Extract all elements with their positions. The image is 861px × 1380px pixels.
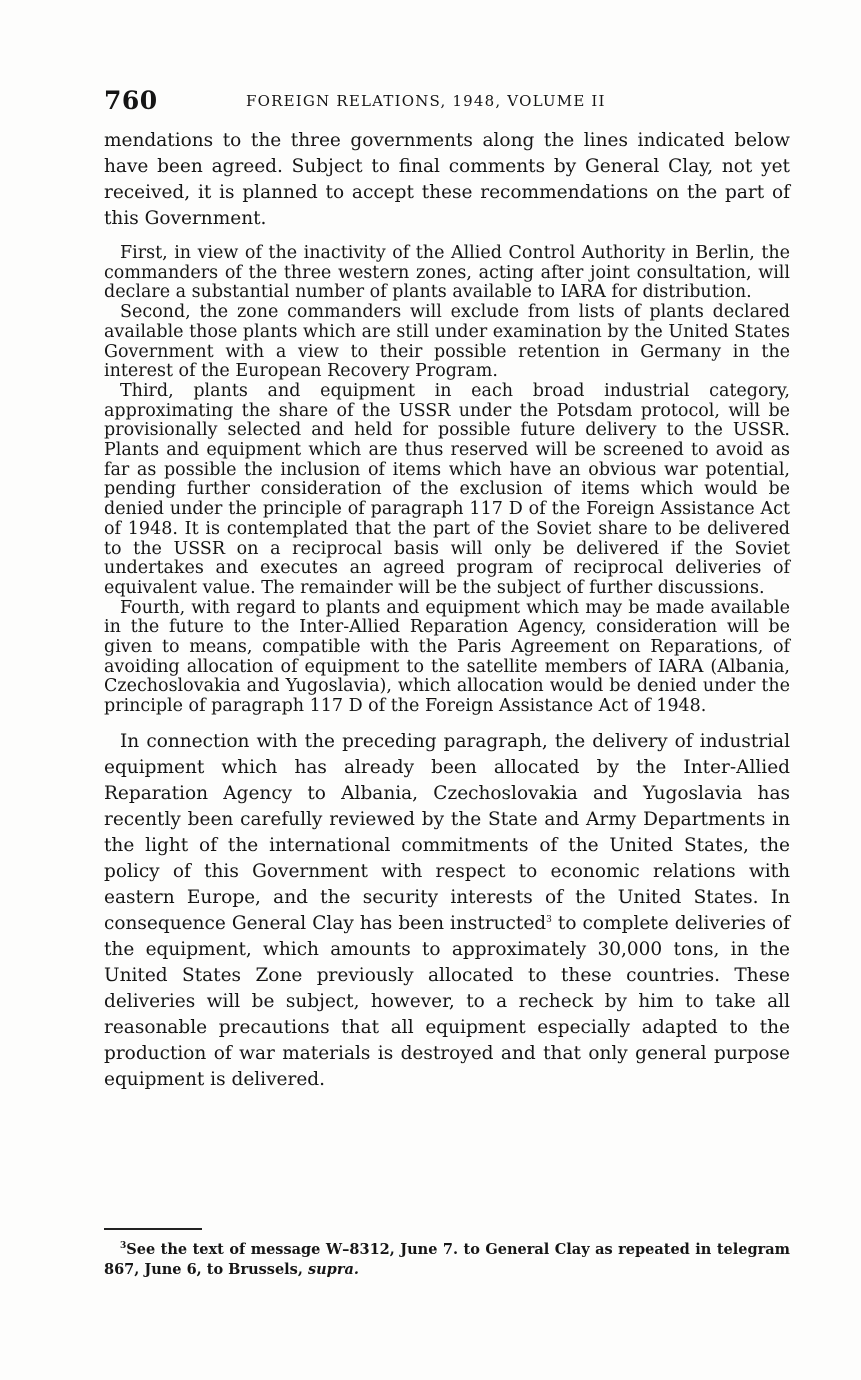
recommendation-third: Third, plants and equipment in each broad industrial category, approximating the share of the USSR under the Potsdam protocol, will be provisionally selected and held for possible future delivery to the USSR. Plants and equipment which are thus reserved will be screened to avoid as far as possible the inclusion of items which have an obvious war potential, pending further consideration of the exclusion of items which would be denied under the principle of paragraph 117 D of the Foreign Assistance Act of 1948. It is contemplated that the part of the Soviet share to be delivered to the USSR on a reciprocal basis will only be delivered if the Soviet undertakes and executes an agreed program of reciprocal deliveries of equivalent value. The remainder will be the subject of further discussions. [104,380,790,598]
recommendation-second: Second, the zone commanders will exclude from lists of plants declared available those plants which are still under examination by the United States Government with a view to their possible retention in Germany in the interest of the European Recovery Program. [104,302,790,382]
recommendation-fourth: Fourth, with regard to plants and equipment which may be made available in the future to the Inter-Allied Reparation Agency, consideration will be given to means, compatible with the Paris Agreement on Reparations, of avoiding allocation of equipment to the satellite members of IARA (Albania, Czechoslovakia and Yugoslavia), which allocation would be denied under the principle of paragraph 117 D of the Foreign Assistance Act of 1948. [104,597,790,717]
page-header [104,86,790,120]
running-head: FOREIGN RELATIONS, 1948, VOLUME II [246,92,606,110]
footnote-text: See the text of message W–8312, June 7. to General Clay as repeated in telegram 867, June 6, to Brussels, [104,1241,790,1278]
body-text [104,128,790,1093]
delivery-text-part2: to complete deliveries of the equipment, which amounts to approximately 30,000 tons, in the United States Zone previously allocated to these countries. These deliveries will be subject, however, to a recheck by him to take all reasonable precautions that all equipment especially adapted to the production of war materials is destroyed and that only general purpose equipment is delivered. [104,912,790,1090]
recommendations-list [104,244,790,717]
delivery-paragraph [104,729,790,1093]
footnote [104,1240,790,1280]
opening-paragraph: mendations to the three governments along the lines indicated below have been agreed. Subject to final comments by General Clay, not yet received, it is planned to accept these recommendations on the part of this Government. [104,130,790,229]
footnote-supra: supra. [307,1261,359,1278]
footnote-rule [104,1228,202,1230]
footnote-mark: 3 [120,1241,127,1252]
page-number: 760 [104,86,158,115]
recommendation-first: First, in view of the inactivity of the Allied Control Authority in Berlin, the commanders of the three western zones, acting after joint consultation, will declare a substantial number of plants available to IARA for distribution. [104,243,790,303]
footnote-reference: 3 [546,914,552,925]
delivery-text-part1: In connection with the preceding paragraph, the delivery of industrial equipment which has already been allocated by the Inter-Allied Reparation Agency to Albania, Czechoslovakia and Yugoslavia has recently been carefully reviewed by the State and Army Departments in the light of the international commitments of the United States, the policy of this Government with respect to economic relations with eastern Europe, and the security interests of the United States. In consequence General Clay has been instructed [104,730,790,934]
